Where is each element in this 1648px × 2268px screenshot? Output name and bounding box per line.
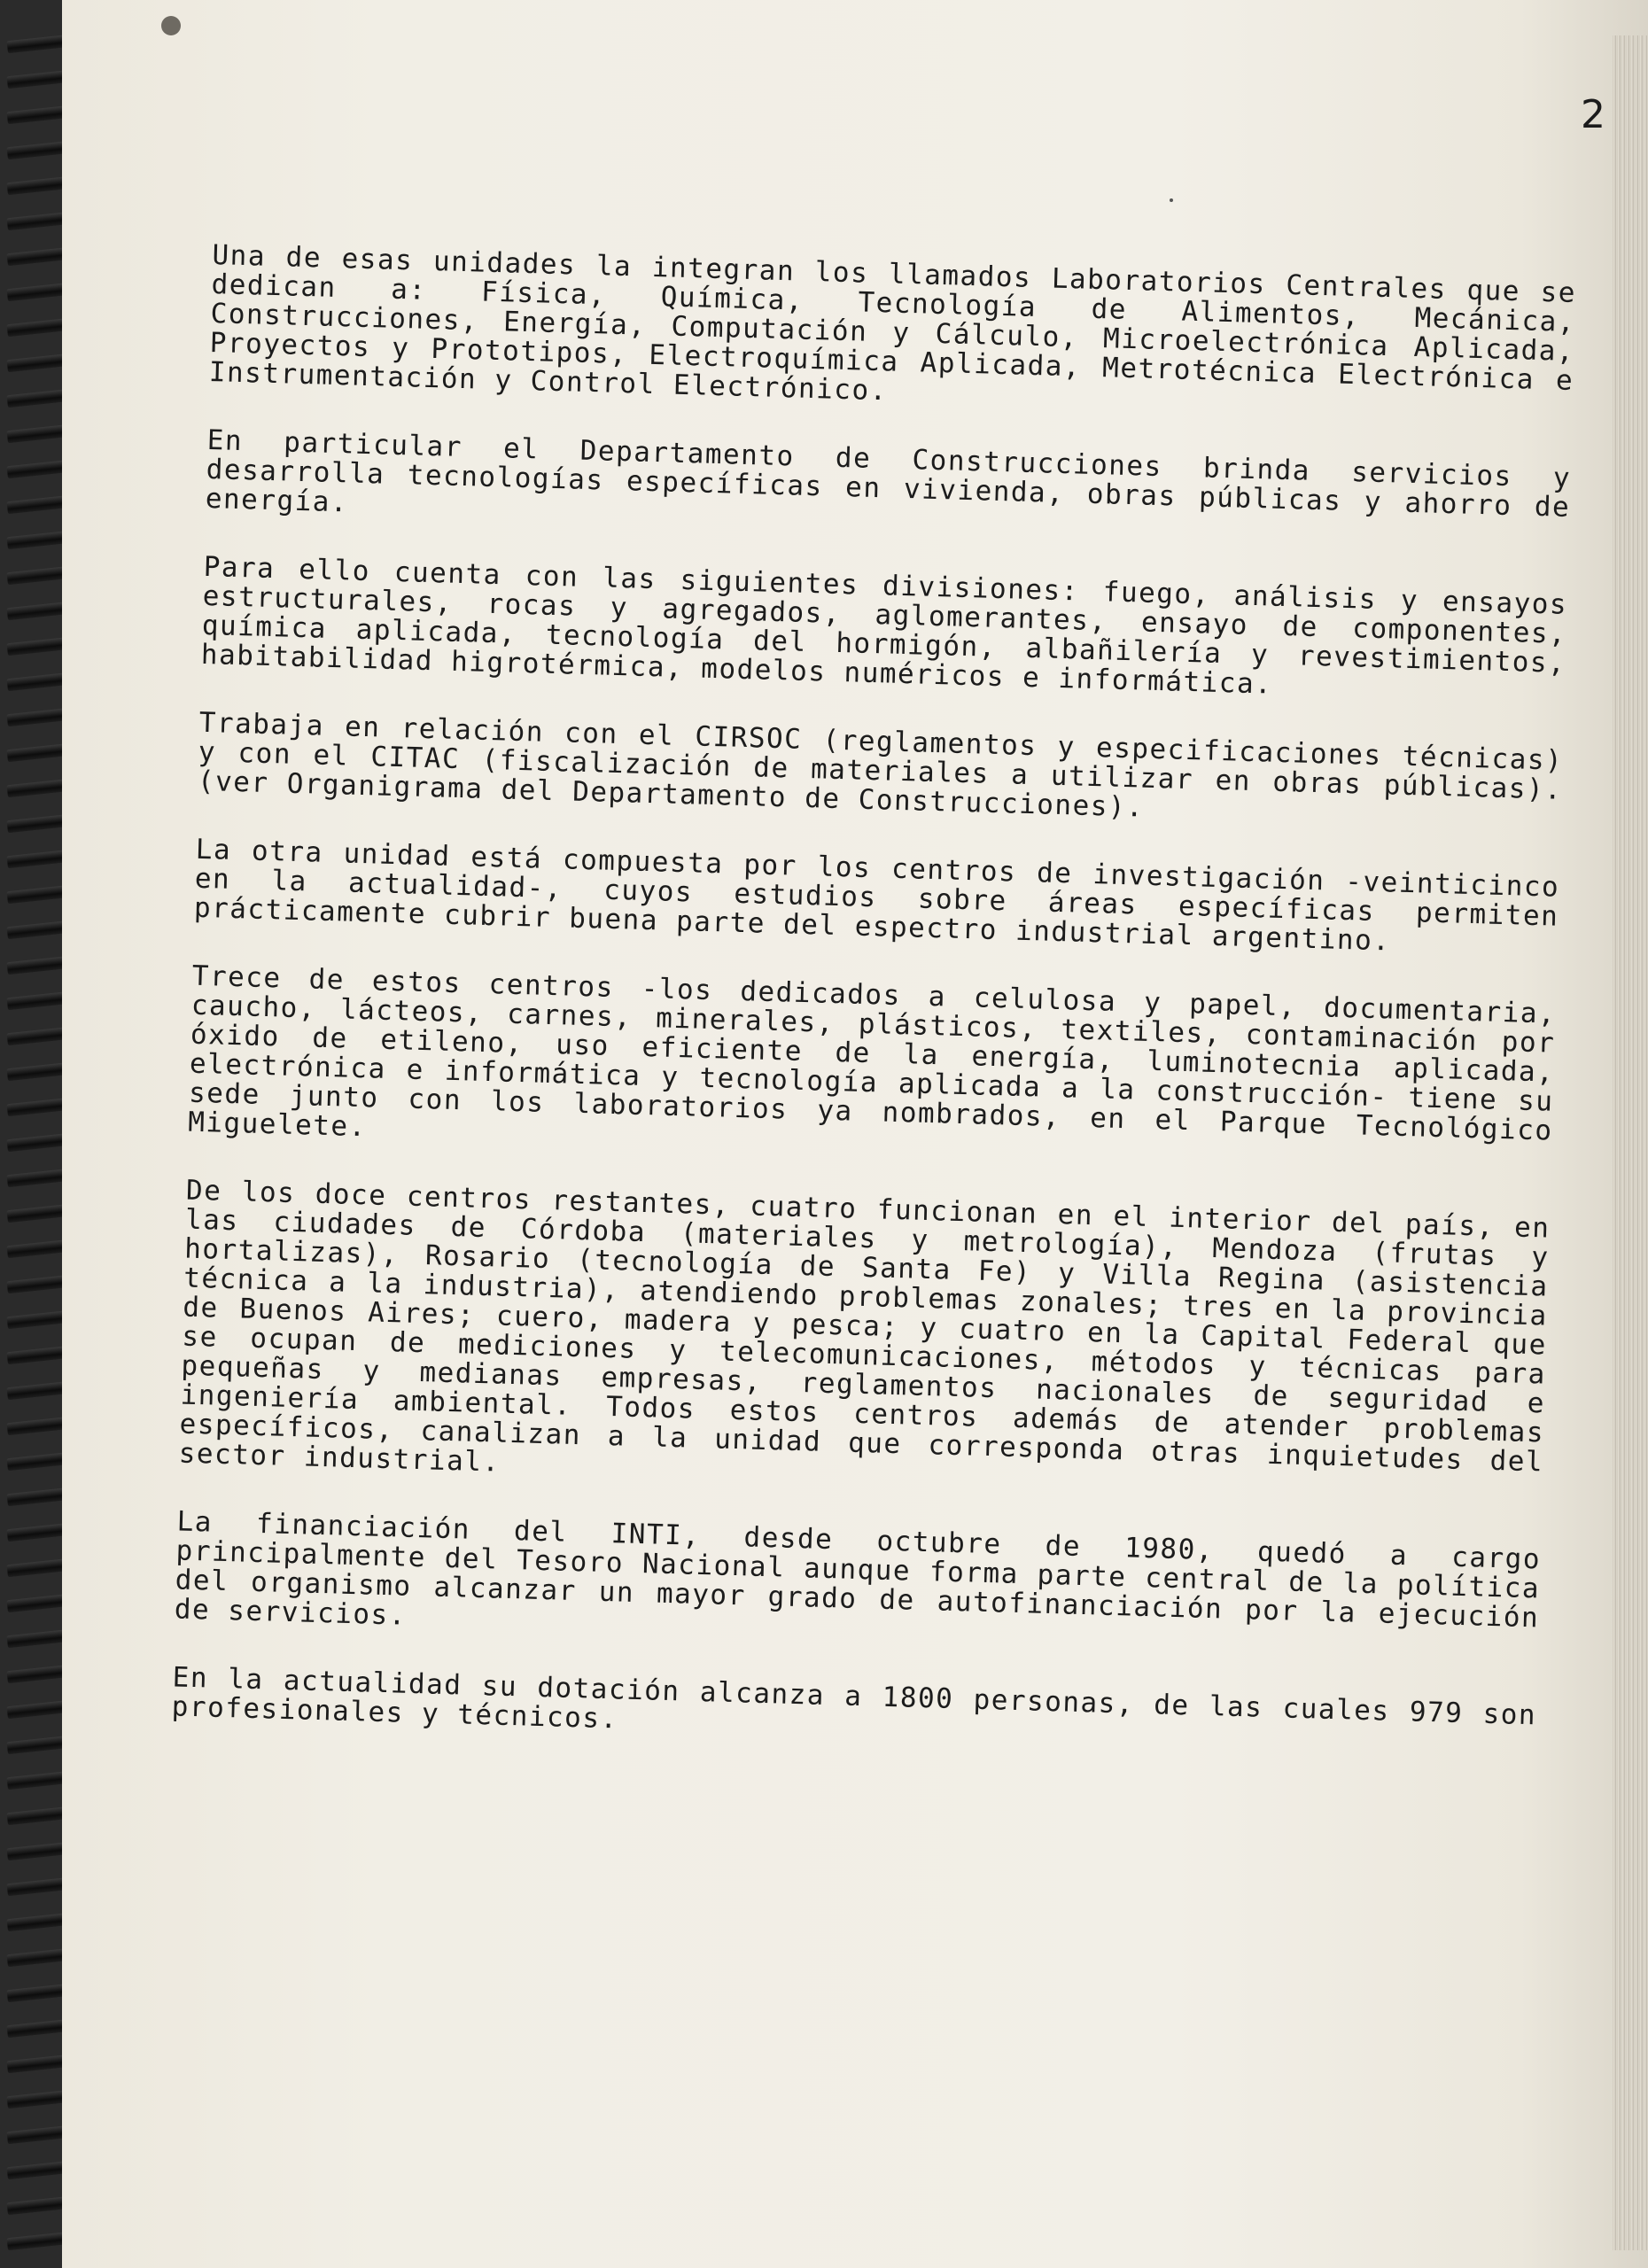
- page-number: 2: [1581, 92, 1605, 137]
- paragraph-laboratorios-centrales: Una de esas unidades la integran los llamados Laboratorios Centrales que se dedican a: Física, Química, Tecnología de Alimentos, Mecánica, Construcciones, Energía, Computación y Cálculo, Microelectrónica Aplicada, Proyectos y Prototipos, Electroquímica Aplicada, Metrotécnica Electrónica e Instrumentación y Control Electrónico.: [208, 239, 1577, 408]
- paragraph-dotacion: En la actualidad su dotación alcanza a 1800 personas, de las cuales 979 son profesionales y técnicos.: [171, 1661, 1537, 1736]
- page-sheet: [62, 0, 1648, 2268]
- body-text: [170, 241, 1576, 1798]
- paragraph-financiacion: La financiación del INTI, desde octubre de 1980, quedó a cargo principalmente del Tesoro Nacional aunque forma parte central de la política del organismo alcanzar un mayor grado de autofinanciación por la ejecución de servicios.: [174, 1505, 1542, 1635]
- stacked-page-edges: [1613, 35, 1648, 2250]
- paragraph-trece-centros: Trece de estos centros -los dedicados a celulosa y papel, documentaria, caucho, lácteos, carnes, minerales, plásticos, textiles, contaminación por óxido de etileno, uso eficiente de la energía, luminotecnia aplicada, electrónica e informática y tecnología aplicada a la construcción- tiene su sede junto con los laboratorios ya nombrados, en el Parque Tecnológico Miguelete.: [187, 959, 1557, 1147]
- punch-hole: [161, 16, 181, 35]
- paragraph-divisiones: Para ello cuenta con las siguientes divisiones: fuego, análisis y ensayos estructurales, rocas y agregados, aglomerantes, ensayo de componentes, química aplicada, tecnología del hormigón, albañilería y revestimientos, habitabilidad higrotérmica, modelos numéricos e informática.: [200, 550, 1568, 701]
- paragraph-otra-unidad: La otra unidad está compuesta por los centros de investigación -veinticinco en la actualidad-, cuyos estudios sobre áreas específicas permiten prácticamente cubrir buena parte del espectro industrial argentino.: [193, 833, 1560, 958]
- paragraph-cirsoc-citac: Trabaja en relación con el CIRSOC (reglamentos y especificaciones técnicas) y con el CITAC (fiscalización de materiales a utilizar en obras públicas). (ver Organigrama del Departamento de Construcciones).: [197, 706, 1564, 824]
- paragraph-departamento-construcciones: En particular el Departamento de Construcciones brinda servicios y desarrolla tecnologías específicas en vivienda, obras públicas y ahorro de energía.: [205, 423, 1572, 524]
- speck: [1170, 198, 1173, 202]
- paragraph-doce-centros: De los doce centros restantes, cuatro funcionan en el interior del país, en las ciudades de Córdoba (materiales y metrología), Mendoza (frutas y hortalizas), Rosario (tecnología de Santa Fe) y Villa Regina (asistencia técnica a la industria), atendiendo problemas zonales; tres en la provincia de Buenos Aires; cuero, madera y pesca; y cuatro en la Capital Federal que se ocupan de mediciones y telecomunicaciones, métodos y técnicas para pequeñas y medianas empresas, reglamentos nacionales de seguridad e ingeniería ambiental. Todos estos centros además de atender problemas específicos, canalizan a la unidad que corresponda otras inquietudes del sector industrial.: [178, 1174, 1551, 1479]
